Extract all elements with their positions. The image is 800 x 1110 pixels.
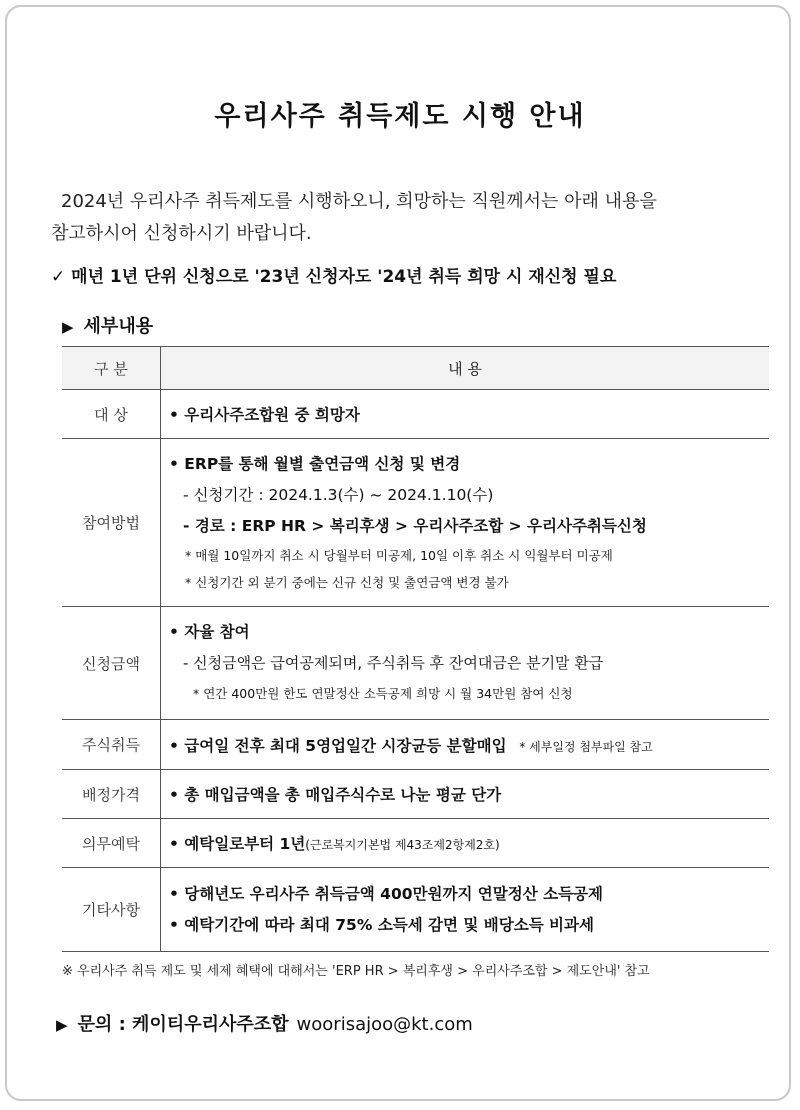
row-content-target: • 우리사주조합원 중 희망자	[161, 390, 770, 439]
table-row	[62, 868, 769, 952]
section-heading	[62, 312, 153, 338]
triangle-right-icon: ▶	[62, 318, 74, 336]
acquire-note: * 세부일정 첨부파일 참고	[519, 739, 653, 754]
row-label-target: 대 상	[62, 390, 161, 439]
page-title: 우리사주 취득제도 시행 안내	[214, 101, 586, 132]
section-label: 세부내용	[83, 316, 154, 337]
contact-email[interactable]: woorisajoo@kt.com	[296, 1014, 473, 1035]
row-content-price: • 총 매입금액을 총 매입주식수로 나눈 평균 단가	[161, 770, 770, 819]
method-period: - 신청기간 : 2024.1.3(수) ~ 2024.1.10(수)	[183, 486, 494, 504]
row-content-etc	[161, 868, 770, 952]
header-content: 내 용	[161, 347, 770, 390]
table-row	[62, 819, 769, 868]
row-label-amount: 신청금액	[62, 607, 161, 720]
intro-line-2: 참고하시어 신청하시기 바랍니다.	[51, 223, 312, 244]
row-content-acquire	[161, 720, 770, 770]
table-row	[62, 439, 769, 607]
header-category: 구 분	[62, 347, 161, 390]
method-item: • ERP를 통해 월별 출연금액 신청 및 변경	[169, 455, 461, 473]
footnote: ※ 우리사주 취득 제도 및 세제 혜택에 대해서는 'ERP HR > 복리후생 > 우리사주조합 > 제도안내' 참고	[62, 964, 650, 979]
amount-item: • 자율 참여	[169, 623, 250, 641]
row-label-etc: 기타사항	[62, 868, 161, 952]
row-content-method	[161, 439, 770, 607]
amount-sub: - 신청금액은 급여공제되며, 주식취득 후 잔여대금은 분기말 환급	[183, 654, 604, 672]
etc-item-1: • 당해년도 우리사주 취득금액 400만원까지 연말정산 소득공제	[169, 884, 603, 903]
row-label-price: 배정가격	[62, 770, 161, 819]
table-header-row	[62, 347, 769, 390]
method-note-1: * 매월 10일까지 취소 시 당월부터 미공제, 10일 이후 취소 시 익월부터 미공제	[185, 548, 613, 563]
contact-label: 문의 : 케이티우리사주조합	[77, 1014, 289, 1035]
intro-line-1: 2024년 우리사주 취득제도를 시행하오니, 희망하는 직원께서는 아래 내용을	[61, 191, 657, 212]
method-path: - 경로 : ERP HR > 복리후생 > 우리사주조합 > 우리사주취득신청	[183, 517, 647, 535]
details-table	[62, 346, 769, 952]
row-content-deposit	[161, 819, 770, 868]
row-label-deposit: 의무예탁	[62, 819, 161, 868]
contact-line	[56, 1010, 473, 1036]
table-row	[62, 390, 769, 439]
acquire-item: • 급여일 전후 최대 5영업일간 시장균등 분할매입	[169, 736, 507, 755]
row-label-method: 참여방법	[62, 439, 161, 607]
triangle-right-icon: ▶	[56, 1016, 68, 1034]
deposit-note: (근로복지기본법 제43조제2항제2호)	[305, 838, 500, 852]
row-content-amount	[161, 607, 770, 720]
method-note-2: * 신청기간 외 분기 중에는 신규 신청 및 출연금액 변경 불가	[185, 575, 509, 590]
reapply-notice: ✓ 매년 1년 단위 신청으로 '23년 신청자도 '24년 취득 희망 시 재신청 필요	[51, 267, 617, 287]
row-label-acquire: 주식취득	[62, 720, 161, 770]
table-row	[62, 720, 769, 770]
amount-note: * 연간 400만원 한도 연말정산 소득공제 희망 시 월 34만원 참여 신청	[193, 686, 573, 701]
table-row	[62, 607, 769, 720]
deposit-item: • 예탁일로부터 1년	[169, 835, 306, 853]
intro-paragraph	[51, 186, 751, 250]
etc-item-2: • 예탁기간에 따라 최대 75% 소득세 감면 및 배당소득 비과세	[169, 915, 594, 934]
table-row	[62, 770, 769, 819]
